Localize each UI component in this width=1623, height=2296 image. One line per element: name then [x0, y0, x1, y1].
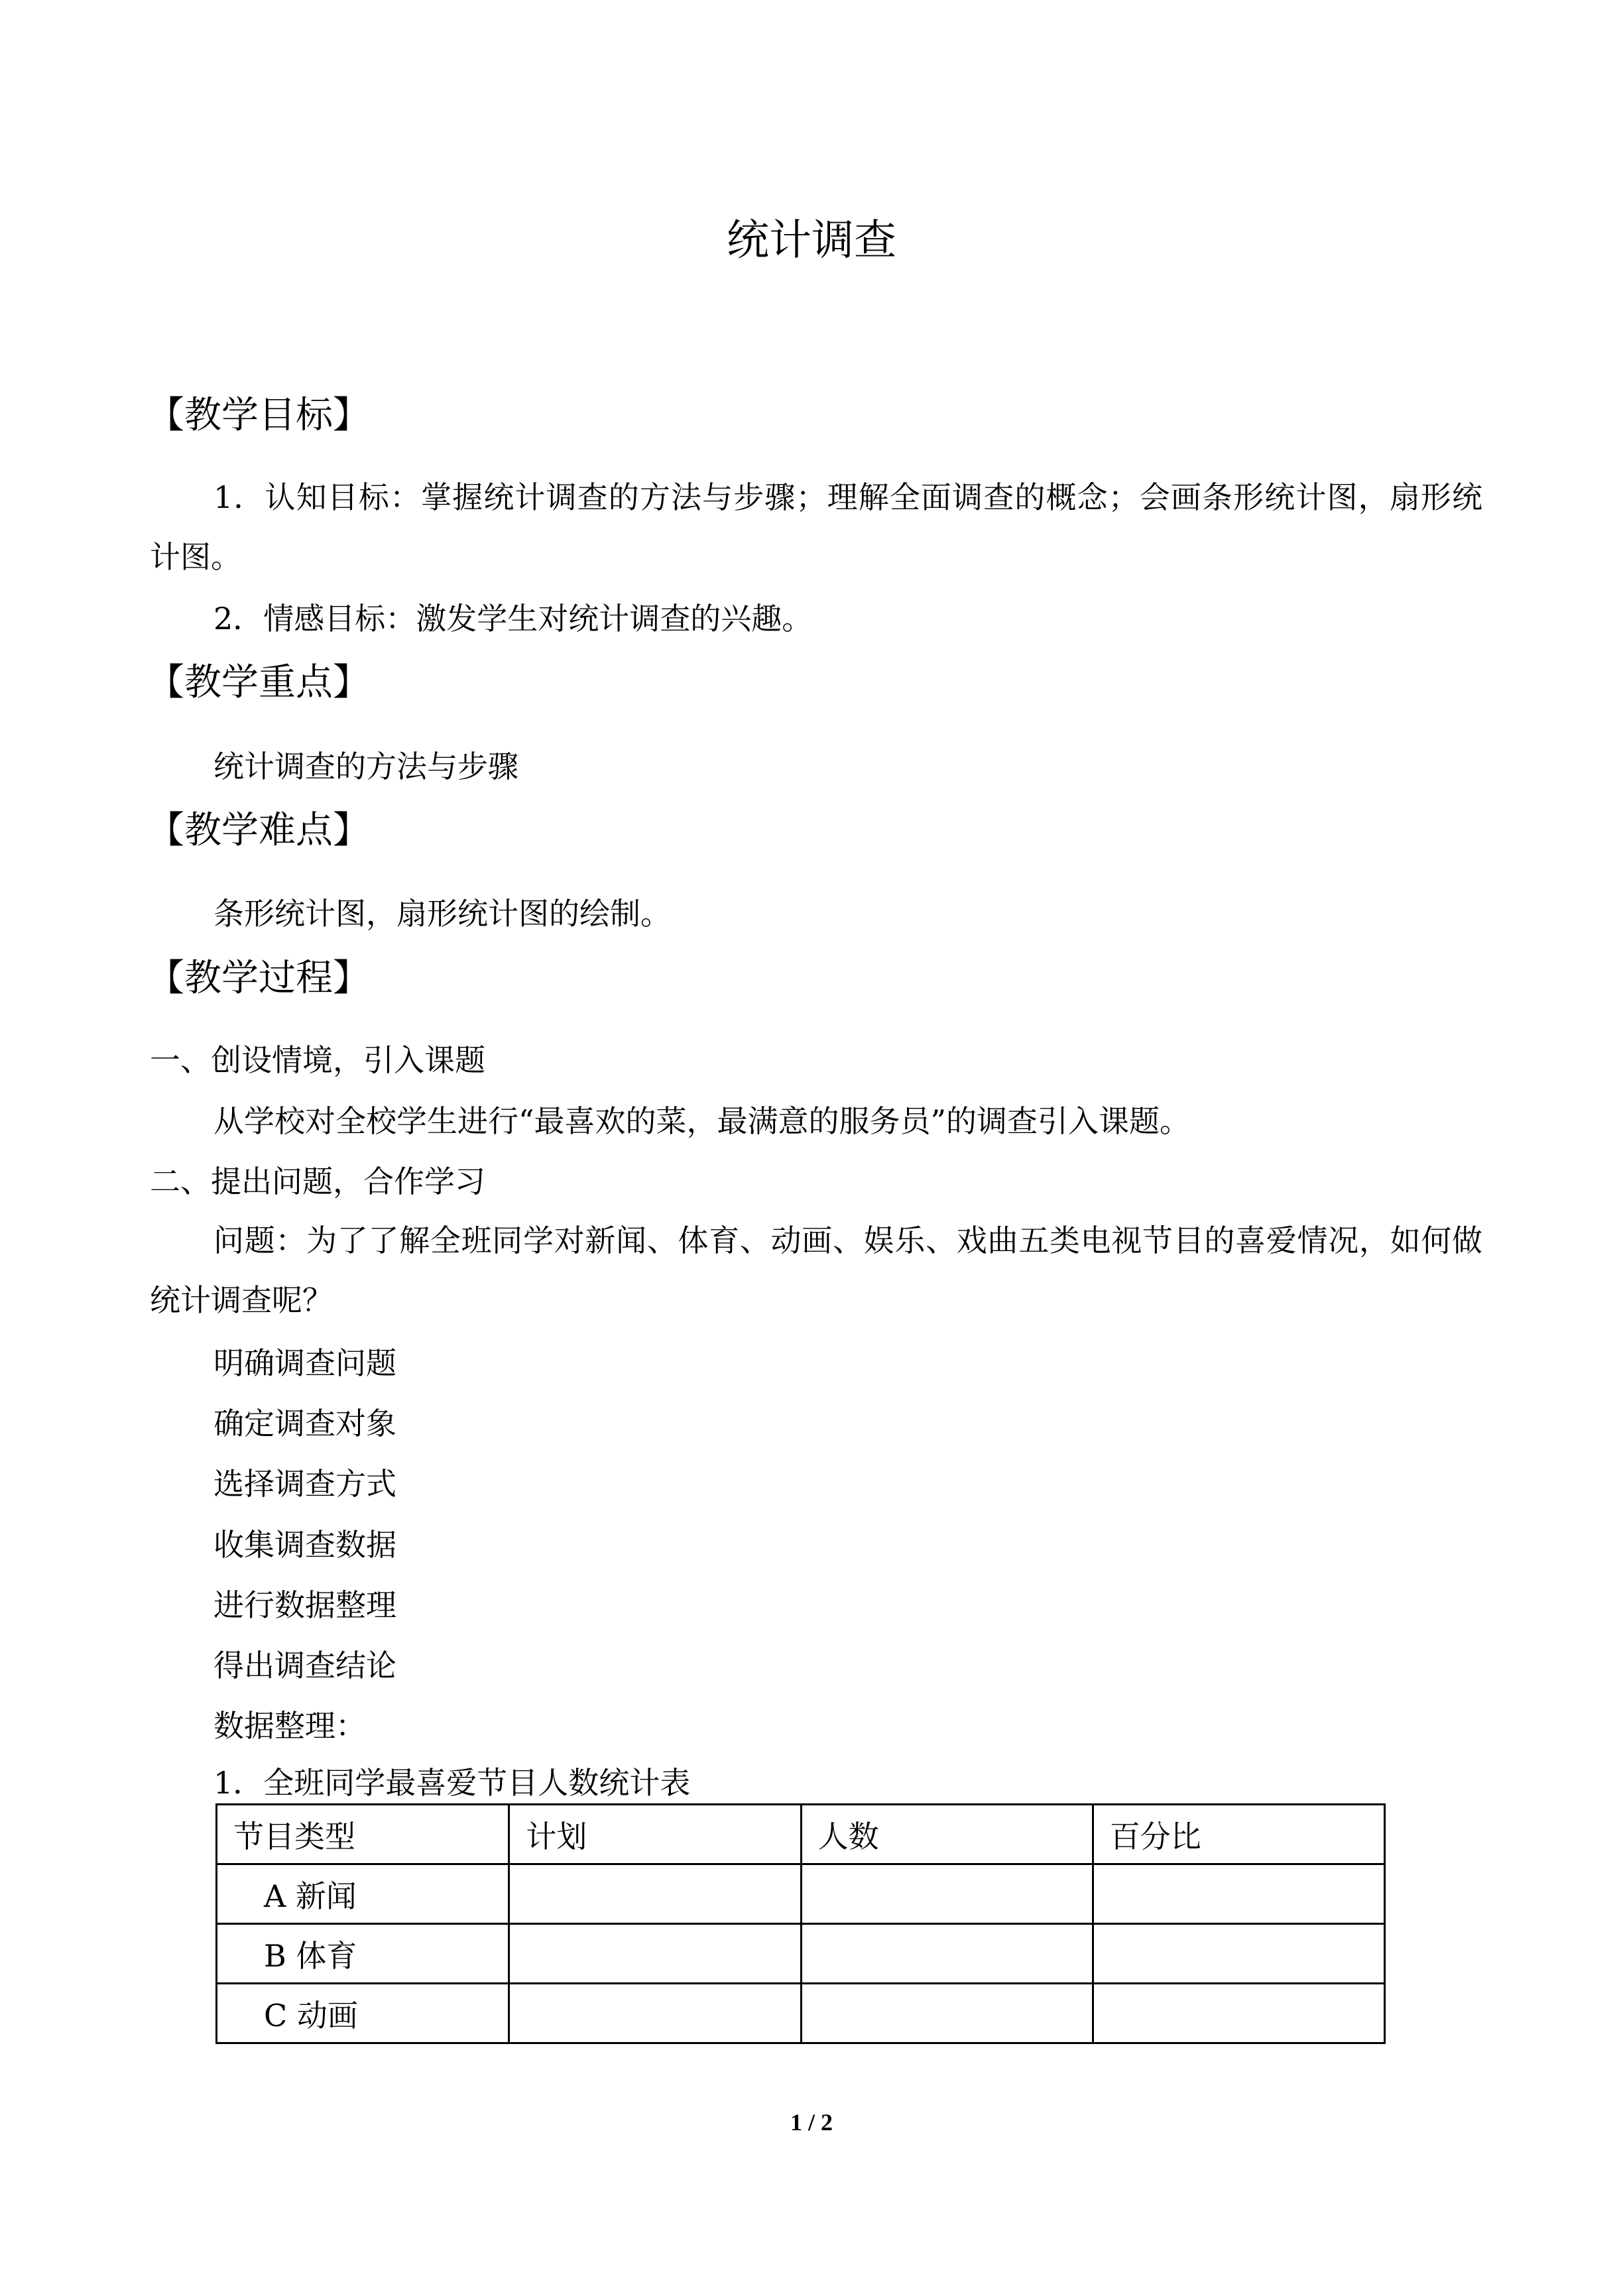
table-cell — [509, 1924, 801, 1984]
key-points-text: 统计调查的方法与步骤 — [213, 749, 518, 784]
table-cell — [1093, 1864, 1384, 1924]
step-item: 得出调查结论 — [213, 1648, 396, 1683]
objectives-heading: 【教学目标】 — [147, 394, 370, 437]
table-cell — [509, 1864, 801, 1924]
table-caption: 1．全班同学最喜爱节目人数统计表 — [213, 1765, 691, 1801]
difficulties-text: 条形统计图，扇形统计图的绘制。 — [213, 896, 671, 932]
page-number: 1 / 2 — [790, 2109, 833, 2136]
step-item: 确定调查对象 — [213, 1406, 396, 1441]
step-item: 进行数据整理 — [213, 1587, 396, 1623]
row-label: A 新闻 — [217, 1864, 509, 1924]
table-cell — [1093, 1984, 1384, 2043]
program-stats-table — [215, 1803, 1386, 2044]
table-cell — [1093, 1924, 1384, 1984]
table-cell — [509, 1984, 801, 2043]
row-label: B 体育 — [217, 1924, 509, 1984]
table-row — [217, 1984, 1385, 2043]
table-cell — [801, 1924, 1093, 1984]
data-organize-label: 数据整理： — [213, 1708, 366, 1744]
header-plan: 计划 — [509, 1805, 801, 1864]
step-item: 收集调查数据 — [213, 1527, 396, 1563]
table-row — [217, 1864, 1385, 1924]
header-count: 人数 — [801, 1805, 1093, 1864]
table-cell — [801, 1984, 1093, 2043]
part1-text: 从学校对全校学生进行“最喜欢的菜，最满意的服务员”的调查引入课题。 — [213, 1103, 1191, 1139]
table-row — [217, 1924, 1385, 1984]
header-percentage: 百分比 — [1093, 1805, 1384, 1864]
objective-item-2: 2．情感目标：激发学生对统计调查的兴趣。 — [213, 601, 813, 636]
step-item: 明确调查问题 — [213, 1345, 396, 1381]
table-cell — [801, 1864, 1093, 1924]
header-program-type: 节目类型 — [217, 1805, 509, 1864]
part2-title: 二、提出问题，合作学习 — [150, 1164, 485, 1199]
table-header-row — [217, 1805, 1385, 1864]
objective-item-1: 1．认知目标：掌握统计调查的方法与步骤；理解全面调查的概念；会画条形统计图，扇形统计图。 — [150, 479, 1482, 575]
difficulties-heading: 【教学难点】 — [147, 809, 370, 852]
page-title: 统计调查 — [727, 216, 896, 265]
process-heading: 【教学过程】 — [147, 957, 370, 1000]
step-item: 选择调查方式 — [213, 1466, 396, 1502]
part2-question: 问题：为了了解全班同学对新闻、体育、动画、娱乐、戏曲五类电视节目的喜爱情况，如何做统计调查呢？ — [150, 1223, 1482, 1318]
key-points-heading: 【教学重点】 — [147, 661, 370, 704]
part1-title: 一、创设情境，引入课题 — [150, 1042, 485, 1078]
row-label: C 动画 — [217, 1984, 509, 2043]
